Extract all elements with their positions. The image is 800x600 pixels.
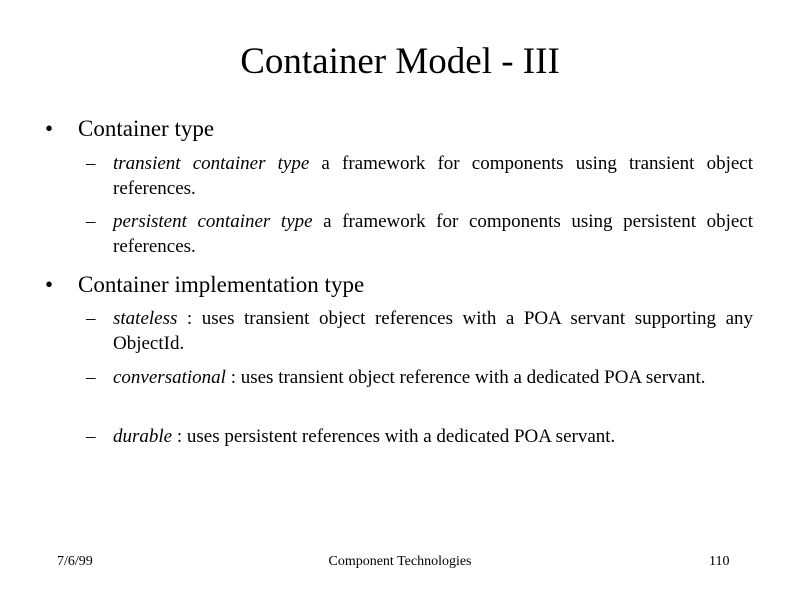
sub-item-durable [86, 424, 753, 449]
dash-icon: – [86, 153, 96, 174]
description: : uses transient object reference with a dedicated POA servant. [225, 367, 706, 388]
term: persistent container type [113, 211, 313, 232]
term: durable [113, 426, 173, 447]
description: a framework for components using persistent object references. [113, 211, 753, 257]
sub-item-persistent [86, 209, 753, 259]
dash-icon: – [86, 367, 96, 388]
bullet-implementation-type [45, 270, 364, 300]
sub-item-conversational [86, 365, 753, 390]
description: : uses transient object references with a POA servant supporting any ObjectId. [113, 308, 753, 354]
bullet-icon: • [45, 116, 54, 141]
bullet-label: Container implementation type [78, 272, 365, 297]
bullet-label: Container type [78, 116, 215, 141]
description: : uses persistent references with a dedicated POA servant. [172, 426, 616, 447]
term: transient container type [113, 153, 310, 174]
sub-item-transient [86, 151, 753, 201]
bullet-icon: • [45, 272, 54, 297]
footer-title: Component Technologies [328, 554, 472, 569]
term: stateless [113, 308, 178, 329]
sub-item-text [113, 306, 753, 356]
sub-item-text [113, 365, 753, 390]
bullet-container-type [45, 114, 214, 144]
footer-date: 7/6/99 [57, 554, 93, 569]
term: conversational [113, 367, 226, 388]
description: a framework for components using transient object references. [113, 153, 753, 199]
dash-icon: – [86, 211, 96, 232]
sub-item-text [113, 424, 753, 449]
slide-title: Container Model - III [240, 41, 560, 82]
dash-icon: – [86, 308, 96, 329]
sub-item-stateless [86, 306, 753, 356]
footer-page-number: 110 [709, 554, 730, 569]
dash-icon: – [86, 426, 96, 447]
sub-item-text [113, 151, 753, 201]
sub-item-text [113, 209, 753, 259]
